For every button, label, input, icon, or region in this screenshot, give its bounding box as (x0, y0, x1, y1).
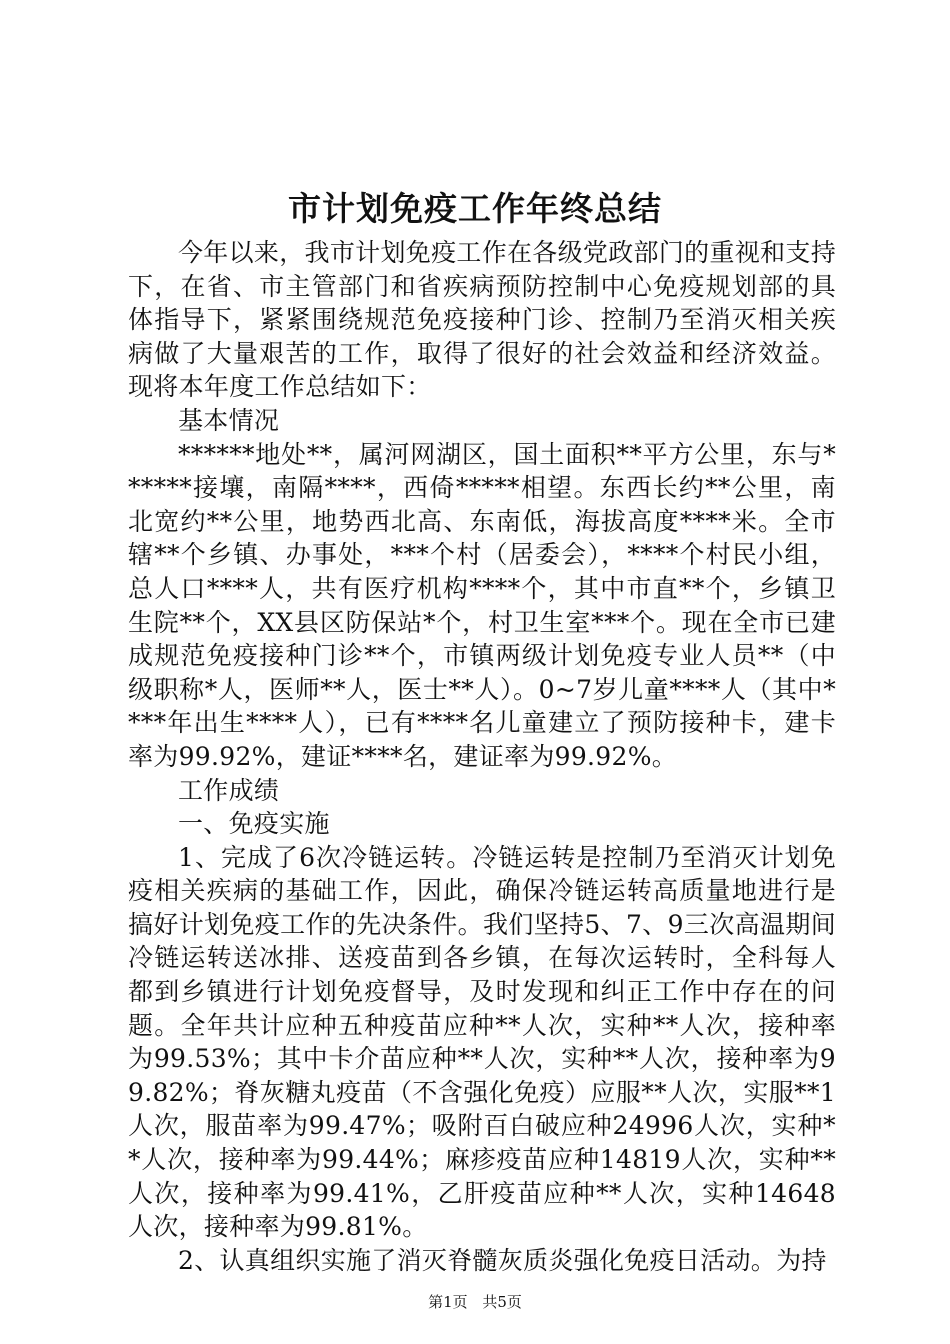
section-heading-basic: 基本情况 (178, 405, 280, 435)
cold-chain-paragraph: 1、完成了6次冷链运转。冷链运转是控制乃至消灭计划免疫相关疾病的基础工作，因此，确保冷链运转高质量地进行是搞好计划免疫工作的先决条件。我们坚持5、7、9三次高温期间冷链运转送冰排、送疫苗到各乡镇，在每次运转时，全科每人都到乡镇进行计划免疫督导，及时发现和纠正工作中存在的问题。全年共计应种五种疫苗应种**人次，实种**人次，接种率为99.53%；其中卡介苗应种**人次，实种**人次，接种率为99.82%；脊灰糖丸疫苗（不含强化免疫）应服**人次，实服**1人次，服苗率为99.47%；吸附百白破应种24996人次，实种**人次，接种率为99.44%；麻疹疫苗应种14819人次，实种**人次，接种率为99.41%，乙肝疫苗应种**人次，实种14648人次，接种率为99.81%。 (128, 842, 836, 1242)
page-number: 第1页 (428, 1293, 468, 1311)
intro-paragraph: 今年以来，我市计划免疫工作在各级党政部门的重视和支持下，在省、市主管部门和省疾病预防控制中心免疫规划部的具体指导下，紧紧围绕规范免疫接种门诊、控制乃至消灭相关疾病做了大量艰苦的工作，取得了很好的社会效益和经济效益。现将本年度工作总结如下： (128, 238, 836, 402)
document-body (128, 236, 836, 1277)
section-heading-achievements: 工作成绩 (178, 775, 280, 805)
polio-paragraph: 2、认真组织实施了消灭脊髓灰质炎强化免疫日活动。为持 (178, 1245, 827, 1275)
basic-info-paragraph: ******地处**，属河网湖区，国土面积**平方公里，东与******接壤，南隔****，西倚*****相望。东西长约**公里，南北宽约**公里，地势西北高、东南低，海拔高度****米。全市辖**个乡镇、办事处，***个村（居委会），****个村民小组，总人口****人，共有医疗机构****个，其中市直**个，乡镇卫生院**个，XX县区防保站*个，村卫生室***个。现在全市已建成规范免疫接种门诊**个，市镇两级计划免疫专业人员**（中级职称*人，医师**人，医士**人）。0~7岁儿童****人（其中****年出生****人），已有****名儿童建立了预防接种卡，建卡率为99.92%，建证****名，建证率为99.92%。 (128, 439, 836, 771)
subsection-heading-immunization: 一、免疫实施 (178, 809, 330, 839)
page-total: 共5页 (482, 1293, 522, 1311)
page-footer (0, 1292, 950, 1312)
document-title: 市计划免疫工作年终总结 (288, 189, 662, 228)
